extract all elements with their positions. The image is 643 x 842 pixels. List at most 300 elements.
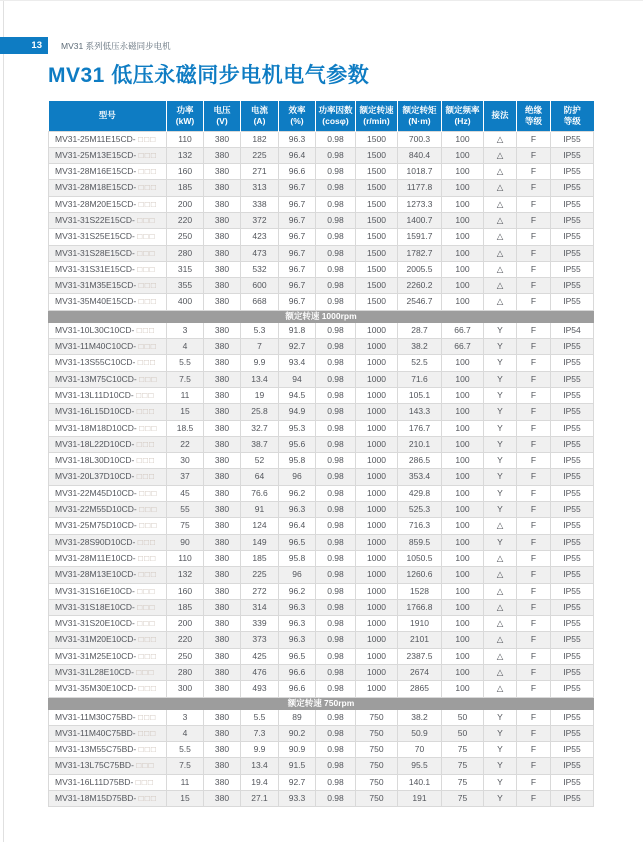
cell-current: 600 <box>241 278 279 294</box>
cell-rated-frequency: 100 <box>442 616 484 632</box>
section-divider-row <box>49 697 594 709</box>
model-placeholder-boxes: □□□ <box>138 727 157 738</box>
table-row <box>49 196 594 212</box>
cell-rated-speed: 1500 <box>356 164 398 180</box>
table-body <box>49 131 594 807</box>
cell-voltage: 380 <box>204 469 241 485</box>
cell-voltage: 380 <box>204 453 241 469</box>
cell-power: 250 <box>167 648 204 664</box>
cell-power-factor: 0.98 <box>316 648 356 664</box>
cell-rated-torque: 2260.2 <box>398 278 442 294</box>
cell-rated-frequency: 100 <box>442 485 484 501</box>
table-row <box>49 599 594 615</box>
model-placeholder-boxes: □□□ <box>136 406 156 417</box>
cell-model: MV31-13L75C75BD- □□□ <box>49 758 167 774</box>
table-row <box>49 485 594 501</box>
cell-rated-frequency: 66.7 <box>442 339 484 355</box>
cell-rated-torque: 1782.7 <box>398 245 442 261</box>
cell-insulation-class: F <box>517 599 551 615</box>
table-row <box>49 681 594 697</box>
model-placeholder-boxes: □□□ <box>138 711 157 722</box>
table-row <box>49 583 594 599</box>
model-placeholder-boxes: □□□ <box>139 520 158 531</box>
table-row <box>49 355 594 371</box>
table-row <box>49 180 594 196</box>
cell-model: MV31-28M11E10CD- □□□ <box>49 550 167 566</box>
column-header-power: 功率 (kW) <box>167 101 204 131</box>
column-header-power-factor: 功率因数 (cosφ) <box>316 101 356 131</box>
cell-connection: △ <box>484 261 517 277</box>
cell-power-factor: 0.98 <box>316 681 356 697</box>
cell-rated-frequency: 100 <box>442 665 484 681</box>
cell-efficiency: 96.3 <box>279 616 316 632</box>
model-placeholder-boxes: □□□ <box>136 471 156 482</box>
cell-current: 13.4 <box>241 758 279 774</box>
cell-insulation-class: F <box>517 436 551 452</box>
cell-model: MV31-11M40C10CD- □□□ <box>49 339 167 355</box>
cell-voltage: 380 <box>204 616 241 632</box>
cell-power-factor: 0.98 <box>316 212 356 228</box>
cell-efficiency: 90.2 <box>279 725 316 741</box>
cell-rated-torque: 105.1 <box>398 387 442 403</box>
cell-rated-frequency: 100 <box>442 518 484 534</box>
cell-connection: Y <box>484 355 517 371</box>
model-placeholder-boxes: □□□ <box>138 182 158 193</box>
model-placeholder-boxes: □□□ <box>138 650 158 661</box>
cell-model: MV31-35M30E10CD- □□□ <box>49 681 167 697</box>
table-row <box>49 453 594 469</box>
cell-power-factor: 0.98 <box>316 355 356 371</box>
cell-rated-torque: 525.3 <box>398 502 442 518</box>
model-placeholder-boxes: □□□ <box>138 341 157 352</box>
cell-rated-torque: 143.3 <box>398 404 442 420</box>
cell-efficiency: 96.5 <box>279 534 316 550</box>
cell-model: MV31-25M75D10CD- □□□ <box>49 518 167 534</box>
cell-rated-frequency: 75 <box>442 742 484 758</box>
cell-connection: △ <box>484 550 517 566</box>
cell-power: 200 <box>167 616 204 632</box>
column-header-voltage: 电压 (V) <box>204 101 241 131</box>
cell-efficiency: 93.3 <box>279 791 316 807</box>
cell-efficiency: 90.9 <box>279 742 316 758</box>
cell-current: 38.7 <box>241 436 279 452</box>
cell-power: 400 <box>167 294 204 310</box>
cell-connection: Y <box>484 404 517 420</box>
cell-rated-torque: 859.5 <box>398 534 442 550</box>
cell-rated-frequency: 75 <box>442 774 484 790</box>
cell-power-factor: 0.98 <box>316 131 356 147</box>
table-row <box>49 648 594 664</box>
cell-rated-torque: 71.6 <box>398 371 442 387</box>
model-placeholder-boxes: □□□ <box>138 296 158 307</box>
column-header-current: 电流 (A) <box>241 101 279 131</box>
cell-rated-torque: 140.1 <box>398 774 442 790</box>
cell-current: 64 <box>241 469 279 485</box>
model-placeholder-boxes: □□□ <box>137 585 156 596</box>
cell-current: 182 <box>241 131 279 147</box>
cell-connection: △ <box>484 294 517 310</box>
cell-rated-speed: 750 <box>356 725 398 741</box>
cell-current: 225 <box>241 567 279 583</box>
cell-rated-torque: 50.9 <box>398 725 442 741</box>
cell-voltage: 380 <box>204 404 241 420</box>
cell-rated-speed: 1000 <box>356 453 398 469</box>
cell-efficiency: 96.2 <box>279 485 316 501</box>
cell-rated-torque: 1018.7 <box>398 164 442 180</box>
model-placeholder-boxes: □□□ <box>137 357 157 368</box>
cell-efficiency: 96.7 <box>279 212 316 228</box>
cell-power-factor: 0.98 <box>316 180 356 196</box>
cell-rated-speed: 1000 <box>356 355 398 371</box>
cell-efficiency: 95.8 <box>279 550 316 566</box>
cell-rated-frequency: 100 <box>442 550 484 566</box>
cell-connection: △ <box>484 648 517 664</box>
cell-rated-speed: 1000 <box>356 420 398 436</box>
cell-rated-torque: 2005.5 <box>398 261 442 277</box>
cell-power: 160 <box>167 583 204 599</box>
cell-insulation-class: F <box>517 131 551 147</box>
cell-power: 4 <box>167 339 204 355</box>
cell-power: 110 <box>167 131 204 147</box>
cell-rated-torque: 353.4 <box>398 469 442 485</box>
cell-rated-frequency: 100 <box>442 245 484 261</box>
cell-protection-class: IP55 <box>551 518 594 534</box>
cell-protection-class: IP55 <box>551 485 594 501</box>
cell-efficiency: 96.3 <box>279 131 316 147</box>
cell-insulation-class: F <box>517 371 551 387</box>
cell-voltage: 380 <box>204 371 241 387</box>
cell-rated-frequency: 100 <box>442 131 484 147</box>
cell-connection: Y <box>484 725 517 741</box>
cell-protection-class: IP55 <box>551 599 594 615</box>
cell-current: 25.8 <box>241 404 279 420</box>
cell-power-factor: 0.98 <box>316 485 356 501</box>
cell-insulation-class: F <box>517 245 551 261</box>
cell-power: 30 <box>167 453 204 469</box>
cell-insulation-class: F <box>517 583 551 599</box>
cell-power: 3 <box>167 322 204 338</box>
cell-model: MV31-28M20E15CD- □□□ <box>49 196 167 212</box>
cell-voltage: 380 <box>204 355 241 371</box>
cell-power-factor: 0.98 <box>316 583 356 599</box>
cell-voltage: 380 <box>204 387 241 403</box>
parameters-table <box>48 101 594 807</box>
cell-insulation-class: F <box>517 567 551 583</box>
model-placeholder-boxes: □□□ <box>139 504 158 515</box>
cell-connection: △ <box>484 245 517 261</box>
model-placeholder-boxes: □□□ <box>136 389 155 400</box>
cell-rated-speed: 1000 <box>356 632 398 648</box>
cell-efficiency: 96 <box>279 567 316 583</box>
cell-voltage: 380 <box>204 278 241 294</box>
cell-rated-torque: 1177.8 <box>398 180 442 196</box>
cell-rated-speed: 1000 <box>356 567 398 583</box>
cell-protection-class: IP55 <box>551 681 594 697</box>
cell-protection-class: IP55 <box>551 709 594 725</box>
table-row <box>49 322 594 338</box>
cell-connection: Y <box>484 502 517 518</box>
cell-rated-frequency: 100 <box>442 567 484 583</box>
cell-power-factor: 0.98 <box>316 502 356 518</box>
cell-protection-class: IP55 <box>551 791 594 807</box>
cell-power-factor: 0.98 <box>316 245 356 261</box>
model-placeholder-boxes: □□□ <box>136 324 156 335</box>
cell-connection: Y <box>484 791 517 807</box>
section-divider: 额定转速 1000rpm <box>49 310 594 322</box>
cell-current: 314 <box>241 599 279 615</box>
cell-connection: △ <box>484 164 517 180</box>
cell-rated-frequency: 100 <box>442 212 484 228</box>
cell-voltage: 380 <box>204 632 241 648</box>
cell-efficiency: 95.3 <box>279 420 316 436</box>
cell-current: 5.5 <box>241 709 279 725</box>
cell-power: 220 <box>167 212 204 228</box>
cell-protection-class: IP55 <box>551 502 594 518</box>
cell-rated-frequency: 100 <box>442 371 484 387</box>
cell-rated-speed: 1000 <box>356 339 398 355</box>
page-number: 13 <box>31 40 42 51</box>
cell-insulation-class: F <box>517 180 551 196</box>
cell-rated-torque: 38.2 <box>398 709 442 725</box>
cell-voltage: 380 <box>204 709 241 725</box>
cell-connection: △ <box>484 278 517 294</box>
cell-model: MV31-31M25E10CD- □□□ <box>49 648 167 664</box>
cell-power-factor: 0.98 <box>316 469 356 485</box>
cell-protection-class: IP55 <box>551 196 594 212</box>
cell-protection-class: IP55 <box>551 567 594 583</box>
cell-efficiency: 89 <box>279 709 316 725</box>
cell-power: 11 <box>167 774 204 790</box>
cell-insulation-class: F <box>517 502 551 518</box>
cell-protection-class: IP55 <box>551 147 594 163</box>
cell-efficiency: 96.3 <box>279 502 316 518</box>
model-placeholder-boxes: □□□ <box>138 634 158 645</box>
cell-rated-torque: 1591.7 <box>398 229 442 245</box>
cell-current: 91 <box>241 502 279 518</box>
cell-rated-speed: 1500 <box>356 147 398 163</box>
cell-connection: △ <box>484 567 517 583</box>
cell-rated-frequency: 100 <box>442 469 484 485</box>
cell-protection-class: IP55 <box>551 583 594 599</box>
cell-protection-class: IP55 <box>551 534 594 550</box>
cell-voltage: 380 <box>204 131 241 147</box>
cell-efficiency: 96.7 <box>279 229 316 245</box>
column-header-model: 型号 <box>49 101 167 131</box>
cell-current: 52 <box>241 453 279 469</box>
cell-current: 9.9 <box>241 355 279 371</box>
model-placeholder-boxes: □□□ <box>138 280 158 291</box>
cell-power-factor: 0.98 <box>316 534 356 550</box>
cell-efficiency: 92.7 <box>279 774 316 790</box>
cell-insulation-class: F <box>517 261 551 277</box>
cell-voltage: 380 <box>204 648 241 664</box>
column-header-connection: 接法 <box>484 101 517 131</box>
header-row <box>49 101 594 131</box>
cell-model: MV31-16L11D75BD- □□□ <box>49 774 167 790</box>
model-placeholder-boxes: □□□ <box>138 793 158 804</box>
cell-insulation-class: F <box>517 632 551 648</box>
cell-insulation-class: F <box>517 229 551 245</box>
cell-model: MV31-31S31E15CD- □□□ <box>49 261 167 277</box>
cell-rated-torque: 1910 <box>398 616 442 632</box>
cell-rated-speed: 1500 <box>356 245 398 261</box>
cell-rated-speed: 1500 <box>356 131 398 147</box>
cell-efficiency: 96.6 <box>279 681 316 697</box>
model-placeholder-boxes: □□□ <box>138 149 158 160</box>
cell-protection-class: IP55 <box>551 131 594 147</box>
cell-model: MV31-18L22D10CD- □□□ <box>49 436 167 452</box>
cell-power: 18.5 <box>167 420 204 436</box>
cell-protection-class: IP55 <box>551 261 594 277</box>
cell-connection: Y <box>484 436 517 452</box>
cell-model: MV31-25M13E15CD- □□□ <box>49 147 167 163</box>
cell-rated-speed: 1000 <box>356 665 398 681</box>
cell-power-factor: 0.98 <box>316 550 356 566</box>
cell-insulation-class: F <box>517 339 551 355</box>
model-placeholder-boxes: □□□ <box>136 667 155 677</box>
cell-protection-class: IP55 <box>551 164 594 180</box>
cell-power-factor: 0.98 <box>316 599 356 615</box>
cell-rated-frequency: 66.7 <box>442 322 484 338</box>
cell-model: MV31-20L37D10CD- □□□ <box>49 469 167 485</box>
cell-power: 132 <box>167 567 204 583</box>
column-header-rated-speed: 额定转速 (r/min) <box>356 101 398 131</box>
cell-efficiency: 91.8 <box>279 322 316 338</box>
cell-voltage: 380 <box>204 583 241 599</box>
cell-power-factor: 0.98 <box>316 420 356 436</box>
cell-rated-torque: 1050.5 <box>398 550 442 566</box>
cell-connection: △ <box>484 583 517 599</box>
cell-insulation-class: F <box>517 709 551 725</box>
page-header <box>0 37 171 54</box>
table-row <box>49 709 594 725</box>
cell-protection-class: IP55 <box>551 229 594 245</box>
cell-rated-speed: 1500 <box>356 196 398 212</box>
cell-efficiency: 94.9 <box>279 404 316 420</box>
cell-power: 15 <box>167 791 204 807</box>
cell-current: 339 <box>241 616 279 632</box>
cell-power: 3 <box>167 709 204 725</box>
cell-rated-frequency: 100 <box>442 196 484 212</box>
cell-insulation-class: F <box>517 212 551 228</box>
cell-protection-class: IP55 <box>551 436 594 452</box>
cell-connection: △ <box>484 131 517 147</box>
cell-insulation-class: F <box>517 322 551 338</box>
table-row <box>49 791 594 807</box>
cell-insulation-class: F <box>517 534 551 550</box>
cell-efficiency: 96 <box>279 469 316 485</box>
model-placeholder-boxes: □□□ <box>137 618 156 629</box>
model-placeholder-boxes: □□□ <box>139 487 158 498</box>
cell-power: 250 <box>167 229 204 245</box>
table-row <box>49 616 594 632</box>
cell-model: MV31-28M13E10CD- □□□ <box>49 567 167 583</box>
cell-efficiency: 96.7 <box>279 196 316 212</box>
cell-protection-class: IP55 <box>551 371 594 387</box>
cell-current: 124 <box>241 518 279 534</box>
cell-model: MV31-13S55C10CD- □□□ <box>49 355 167 371</box>
cell-rated-torque: 191 <box>398 791 442 807</box>
model-placeholder-boxes: □□□ <box>136 438 156 449</box>
cell-power: 55 <box>167 502 204 518</box>
cell-insulation-class: F <box>517 665 551 681</box>
cell-power: 22 <box>167 436 204 452</box>
cell-current: 185 <box>241 550 279 566</box>
cell-insulation-class: F <box>517 758 551 774</box>
model-placeholder-boxes: □□□ <box>136 760 155 771</box>
cell-voltage: 380 <box>204 518 241 534</box>
cell-model: MV31-25M11E15CD- □□□ <box>49 131 167 147</box>
cell-efficiency: 94 <box>279 371 316 387</box>
cell-power: 355 <box>167 278 204 294</box>
cell-rated-frequency: 50 <box>442 709 484 725</box>
cell-insulation-class: F <box>517 681 551 697</box>
cell-power-factor: 0.98 <box>316 278 356 294</box>
cell-efficiency: 96.6 <box>279 665 316 681</box>
model-placeholder-boxes: □□□ <box>138 552 157 563</box>
cell-power: 300 <box>167 681 204 697</box>
cell-current: 493 <box>241 681 279 697</box>
cell-efficiency: 91.5 <box>279 758 316 774</box>
cell-protection-class: IP55 <box>551 180 594 196</box>
cell-efficiency: 96.4 <box>279 518 316 534</box>
cell-current: 13.4 <box>241 371 279 387</box>
cell-connection: △ <box>484 599 517 615</box>
cell-rated-speed: 750 <box>356 791 398 807</box>
cell-rated-frequency: 100 <box>442 164 484 180</box>
cell-rated-torque: 176.7 <box>398 420 442 436</box>
table-row <box>49 371 594 387</box>
cell-efficiency: 96.7 <box>279 278 316 294</box>
cell-voltage: 380 <box>204 420 241 436</box>
cell-rated-frequency: 100 <box>442 404 484 420</box>
model-placeholder-boxes: □□□ <box>137 247 156 258</box>
cell-rated-speed: 1000 <box>356 681 398 697</box>
model-placeholder-boxes: □□□ <box>137 231 156 242</box>
cell-efficiency: 96.7 <box>279 294 316 310</box>
cell-voltage: 380 <box>204 774 241 790</box>
cell-power-factor: 0.98 <box>316 453 356 469</box>
cell-power-factor: 0.98 <box>316 567 356 583</box>
cell-efficiency: 96.7 <box>279 261 316 277</box>
cell-current: 7 <box>241 339 279 355</box>
cell-connection: △ <box>484 616 517 632</box>
cell-rated-frequency: 100 <box>442 583 484 599</box>
cell-protection-class: IP55 <box>551 420 594 436</box>
page-number-badge <box>0 37 48 54</box>
model-placeholder-boxes: □□□ <box>135 776 155 787</box>
cell-voltage: 380 <box>204 567 241 583</box>
cell-power: 185 <box>167 599 204 615</box>
cell-voltage: 380 <box>204 485 241 501</box>
cell-voltage: 380 <box>204 758 241 774</box>
table-row <box>49 420 594 436</box>
cell-efficiency: 92.7 <box>279 339 316 355</box>
cell-rated-speed: 1500 <box>356 294 398 310</box>
cell-rated-speed: 1000 <box>356 648 398 664</box>
cell-rated-speed: 1000 <box>356 534 398 550</box>
cell-voltage: 380 <box>204 681 241 697</box>
cell-power-factor: 0.98 <box>316 371 356 387</box>
cell-voltage: 380 <box>204 196 241 212</box>
cell-voltage: 380 <box>204 599 241 615</box>
cell-protection-class: IP55 <box>551 469 594 485</box>
cell-power: 280 <box>167 245 204 261</box>
cell-efficiency: 95.6 <box>279 436 316 452</box>
cell-protection-class: IP55 <box>551 278 594 294</box>
cell-model: MV31-31S20E10CD- □□□ <box>49 616 167 632</box>
column-header-efficiency: 效率 (%) <box>279 101 316 131</box>
